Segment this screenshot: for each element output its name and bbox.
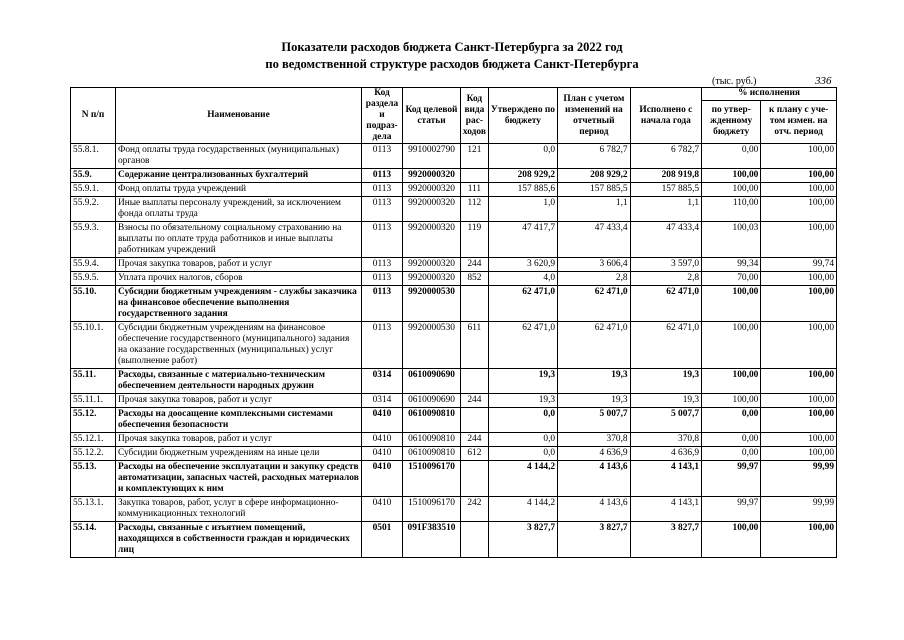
row-name: Содержание централизованных бухгалтерий	[115, 169, 361, 183]
row-pct-plan: 100,00	[761, 183, 837, 197]
row-pct-plan: 100,00	[761, 144, 837, 169]
row-num: 55.8.1.	[71, 144, 116, 169]
row-num: 55.10.	[71, 286, 116, 322]
header-approved: Утверждено по бюджету	[488, 88, 557, 144]
row-executed: 2,8	[630, 272, 701, 286]
row-name: Прочая закупка товаров, работ и услуг	[115, 258, 361, 272]
row-pct-approved: 0,00	[702, 433, 761, 447]
table-row	[71, 408, 837, 433]
row-target-code: 1510096170	[402, 461, 460, 497]
row-executed: 19,3	[630, 394, 701, 408]
row-plan: 47 433,4	[558, 222, 631, 258]
table-row	[71, 183, 837, 197]
row-num: 55.9.2.	[71, 197, 116, 222]
table-row	[71, 272, 837, 286]
row-num: 55.13.1.	[71, 497, 116, 522]
row-approved: 19,3	[488, 369, 557, 394]
row-executed: 19,3	[630, 369, 701, 394]
row-target-code: 9920000320	[402, 222, 460, 258]
row-name: Фонд оплаты труда учреждений	[115, 183, 361, 197]
row-pct-approved: 110,00	[702, 197, 761, 222]
row-pct-approved: 0,00	[702, 408, 761, 433]
header-pct-approved: по утвер-жденному бюджету	[702, 100, 761, 143]
row-plan: 19,3	[558, 394, 631, 408]
row-executed: 47 433,4	[630, 222, 701, 258]
row-executed: 157 885,5	[630, 183, 701, 197]
table-row	[71, 394, 837, 408]
row-approved: 0,0	[488, 447, 557, 461]
row-section-code: 0113	[362, 144, 403, 169]
row-plan: 19,3	[558, 369, 631, 394]
report-title-line-1: Показатели расходов бюджета Санкт-Петербурга за 2022 год	[281, 40, 623, 54]
row-approved: 157 885,6	[488, 183, 557, 197]
row-pct-plan: 100,00	[761, 169, 837, 183]
row-pct-approved: 100,00	[702, 369, 761, 394]
row-plan: 370,8	[558, 433, 631, 447]
row-expense-type	[461, 522, 489, 558]
row-name: Расходы, связанные с материально-техническим обеспечением деятельности народных дружин	[115, 369, 361, 394]
row-name: Прочая закупка товаров, работ и услуг	[115, 394, 361, 408]
table-row	[71, 222, 837, 258]
row-section-code: 0410	[362, 461, 403, 497]
row-pct-plan: 99,99	[761, 497, 837, 522]
row-plan: 4 143,6	[558, 497, 631, 522]
row-executed: 4 143,1	[630, 461, 701, 497]
row-expense-type: 119	[461, 222, 489, 258]
row-plan: 2,8	[558, 272, 631, 286]
row-num: 55.12.	[71, 408, 116, 433]
row-plan: 208 929,2	[558, 169, 631, 183]
row-name: Расходы на обеспечение эксплуатации и закупку средств автоматизации, запасных частей, расходных материалов и комплектующих к ним	[115, 461, 361, 497]
row-section-code: 0113	[362, 197, 403, 222]
row-num: 55.11.1.	[71, 394, 116, 408]
row-section-code: 0410	[362, 433, 403, 447]
row-pct-approved: 100,00	[702, 522, 761, 558]
row-executed: 4 636,9	[630, 447, 701, 461]
row-pct-approved: 99,34	[702, 258, 761, 272]
row-section-code: 0113	[362, 222, 403, 258]
table-row	[71, 497, 837, 522]
row-num: 55.9.1.	[71, 183, 116, 197]
table-row	[71, 258, 837, 272]
row-expense-type: 244	[461, 433, 489, 447]
row-pct-plan: 100,00	[761, 222, 837, 258]
row-target-code: 9910002790	[402, 144, 460, 169]
table-row	[71, 369, 837, 394]
row-expense-type	[461, 286, 489, 322]
row-pct-plan: 100,00	[761, 433, 837, 447]
row-name: Закупка товаров, работ, услуг в сфере информационно-коммуникационных технологий	[115, 497, 361, 522]
row-plan: 3 606,4	[558, 258, 631, 272]
table-row	[71, 169, 837, 183]
row-name: Расходы, связанные с изъятием помещений, находящихся в собственности граждан и юридических лиц	[115, 522, 361, 558]
row-pct-approved: 100,00	[702, 394, 761, 408]
row-approved: 4,0	[488, 272, 557, 286]
row-section-code: 0113	[362, 183, 403, 197]
header-executed: Исполнено с начала года	[630, 88, 701, 144]
row-pct-plan: 99,74	[761, 258, 837, 272]
header-target-code: Код целевой статьи	[402, 88, 460, 144]
row-pct-plan: 100,00	[761, 522, 837, 558]
row-target-code: 9920000320	[402, 183, 460, 197]
row-executed: 62 471,0	[630, 286, 701, 322]
row-plan: 62 471,0	[558, 286, 631, 322]
units-label: (тыс. руб.)	[712, 76, 757, 87]
row-expense-type	[461, 461, 489, 497]
row-approved: 0,0	[488, 408, 557, 433]
row-num: 55.9.	[71, 169, 116, 183]
table-row	[71, 433, 837, 447]
row-pct-plan: 100,00	[761, 408, 837, 433]
row-section-code: 0113	[362, 322, 403, 369]
row-pct-plan: 100,00	[761, 322, 837, 369]
table-row	[71, 286, 837, 322]
header-num: N п/п	[71, 88, 116, 144]
row-executed: 5 007,7	[630, 408, 701, 433]
row-name: Иные выплаты персоналу учреждений, за исключением фонда оплаты труда	[115, 197, 361, 222]
row-target-code: 1510096170	[402, 497, 460, 522]
row-plan: 4 143,6	[558, 461, 631, 497]
row-executed: 3 827,7	[630, 522, 701, 558]
row-target-code: 0610090810	[402, 408, 460, 433]
report-title-line-2: по ведомственной структуре расходов бюджета Санкт-Петербурга	[265, 57, 639, 71]
row-executed: 1,1	[630, 197, 701, 222]
row-num: 55.9.3.	[71, 222, 116, 258]
row-pct-plan: 100,00	[761, 286, 837, 322]
row-target-code: 9920000320	[402, 197, 460, 222]
table-row	[71, 197, 837, 222]
row-name: Фонд оплаты труда государственных (муниципальных) органов	[115, 144, 361, 169]
row-pct-plan: 100,00	[761, 447, 837, 461]
header-section-code: Код раздела и подраз-дела	[362, 88, 403, 144]
row-name: Субсидии бюджетным учреждениям - службы заказчика на финансовое обеспечение выполнения государственного задания	[115, 286, 361, 322]
row-pct-approved: 99,97	[702, 461, 761, 497]
row-approved: 62 471,0	[488, 322, 557, 369]
row-executed: 370,8	[630, 433, 701, 447]
row-expense-type	[461, 369, 489, 394]
header-name: Наименование	[115, 88, 361, 144]
row-num: 55.13.	[71, 461, 116, 497]
row-executed: 208 919,8	[630, 169, 701, 183]
row-expense-type	[461, 408, 489, 433]
budget-table	[70, 87, 837, 558]
row-expense-type: 111	[461, 183, 489, 197]
row-executed: 6 782,7	[630, 144, 701, 169]
row-approved: 208 929,2	[488, 169, 557, 183]
row-target-code: 9920000320	[402, 272, 460, 286]
row-pct-plan: 100,00	[761, 272, 837, 286]
row-executed: 62 471,0	[630, 322, 701, 369]
row-target-code: 9920000530	[402, 322, 460, 369]
header-pct-plan: к плану с уче-том измен. на отч. период	[761, 100, 837, 143]
row-approved: 0,0	[488, 433, 557, 447]
table-row	[71, 144, 837, 169]
header-plan: План с учетом изменений на отчетный период	[558, 88, 631, 144]
row-section-code: 0314	[362, 369, 403, 394]
row-approved: 3 827,7	[488, 522, 557, 558]
header-pct-group: % исполнения	[702, 88, 837, 101]
row-approved: 0,0	[488, 144, 557, 169]
row-section-code: 0501	[362, 522, 403, 558]
row-plan: 4 636,9	[558, 447, 631, 461]
row-name: Взносы по обязательному социальному страхованию на выплаты по оплате труда работников и иные выплаты работникам учреждений	[115, 222, 361, 258]
row-target-code: 0610090810	[402, 447, 460, 461]
table-row	[71, 461, 837, 497]
row-target-code: 9920000530	[402, 286, 460, 322]
row-expense-type: 112	[461, 197, 489, 222]
row-section-code: 0113	[362, 169, 403, 183]
table-row	[71, 322, 837, 369]
row-name: Субсидии бюджетным учреждениям на финансовое обеспечение государственного (муниципального) задания на оказание государственных (муниципальных) услуг (выполнение работ)	[115, 322, 361, 369]
row-pct-approved: 100,00	[702, 169, 761, 183]
row-name: Уплата прочих налогов, сборов	[115, 272, 361, 286]
table-row	[71, 522, 837, 558]
row-pct-approved: 100,00	[702, 183, 761, 197]
row-section-code: 0410	[362, 447, 403, 461]
row-name: Расходы на доосащение комплексными системами обеспечения безопасности	[115, 408, 361, 433]
row-approved: 19,3	[488, 394, 557, 408]
row-num: 55.9.4.	[71, 258, 116, 272]
row-expense-type: 244	[461, 258, 489, 272]
row-section-code: 0113	[362, 286, 403, 322]
row-expense-type: 244	[461, 394, 489, 408]
row-num: 55.12.2.	[71, 447, 116, 461]
row-num: 55.10.1.	[71, 322, 116, 369]
row-approved: 3 620,9	[488, 258, 557, 272]
row-name: Субсидии бюджетным учреждениям на иные цели	[115, 447, 361, 461]
row-pct-plan: 100,00	[761, 394, 837, 408]
row-executed: 4 143,1	[630, 497, 701, 522]
row-num: 55.11.	[71, 369, 116, 394]
row-plan: 62 471,0	[558, 322, 631, 369]
row-pct-approved: 99,97	[702, 497, 761, 522]
row-num: 55.14.	[71, 522, 116, 558]
row-pct-approved: 0,00	[702, 144, 761, 169]
row-section-code: 0113	[362, 272, 403, 286]
row-expense-type: 121	[461, 144, 489, 169]
row-pct-approved: 100,00	[702, 286, 761, 322]
row-expense-type: 611	[461, 322, 489, 369]
row-executed: 3 597,0	[630, 258, 701, 272]
row-expense-type: 852	[461, 272, 489, 286]
table-body	[71, 144, 837, 558]
row-plan: 6 782,7	[558, 144, 631, 169]
row-expense-type: 612	[461, 447, 489, 461]
row-section-code: 0410	[362, 408, 403, 433]
row-name: Прочая закупка товаров, работ и услуг	[115, 433, 361, 447]
row-pct-approved: 100,03	[702, 222, 761, 258]
row-plan: 1,1	[558, 197, 631, 222]
row-expense-type: 242	[461, 497, 489, 522]
row-target-code: 9920000320	[402, 169, 460, 183]
row-target-code: 9920000320	[402, 258, 460, 272]
table-row	[71, 447, 837, 461]
row-plan: 5 007,7	[558, 408, 631, 433]
header-expense-type: Код вида рас-ходов	[461, 88, 489, 144]
row-plan: 3 827,7	[558, 522, 631, 558]
page-number: 336	[815, 75, 832, 87]
row-expense-type	[461, 169, 489, 183]
row-approved: 4 144,2	[488, 461, 557, 497]
row-num: 55.12.1.	[71, 433, 116, 447]
row-pct-approved: 100,00	[702, 322, 761, 369]
row-pct-plan: 100,00	[761, 197, 837, 222]
row-section-code: 0410	[362, 497, 403, 522]
row-section-code: 0113	[362, 258, 403, 272]
row-pct-approved: 70,00	[702, 272, 761, 286]
row-pct-approved: 0,00	[702, 447, 761, 461]
row-approved: 62 471,0	[488, 286, 557, 322]
row-pct-plan: 100,00	[761, 369, 837, 394]
row-target-code: 091F383510	[402, 522, 460, 558]
row-plan: 157 885,5	[558, 183, 631, 197]
row-approved: 47 417,7	[488, 222, 557, 258]
row-target-code: 0610090690	[402, 369, 460, 394]
row-num: 55.9.5.	[71, 272, 116, 286]
row-target-code: 0610090810	[402, 433, 460, 447]
row-section-code: 0314	[362, 394, 403, 408]
row-pct-plan: 99,99	[761, 461, 837, 497]
row-approved: 4 144,2	[488, 497, 557, 522]
row-approved: 1,0	[488, 197, 557, 222]
row-target-code: 0610090690	[402, 394, 460, 408]
